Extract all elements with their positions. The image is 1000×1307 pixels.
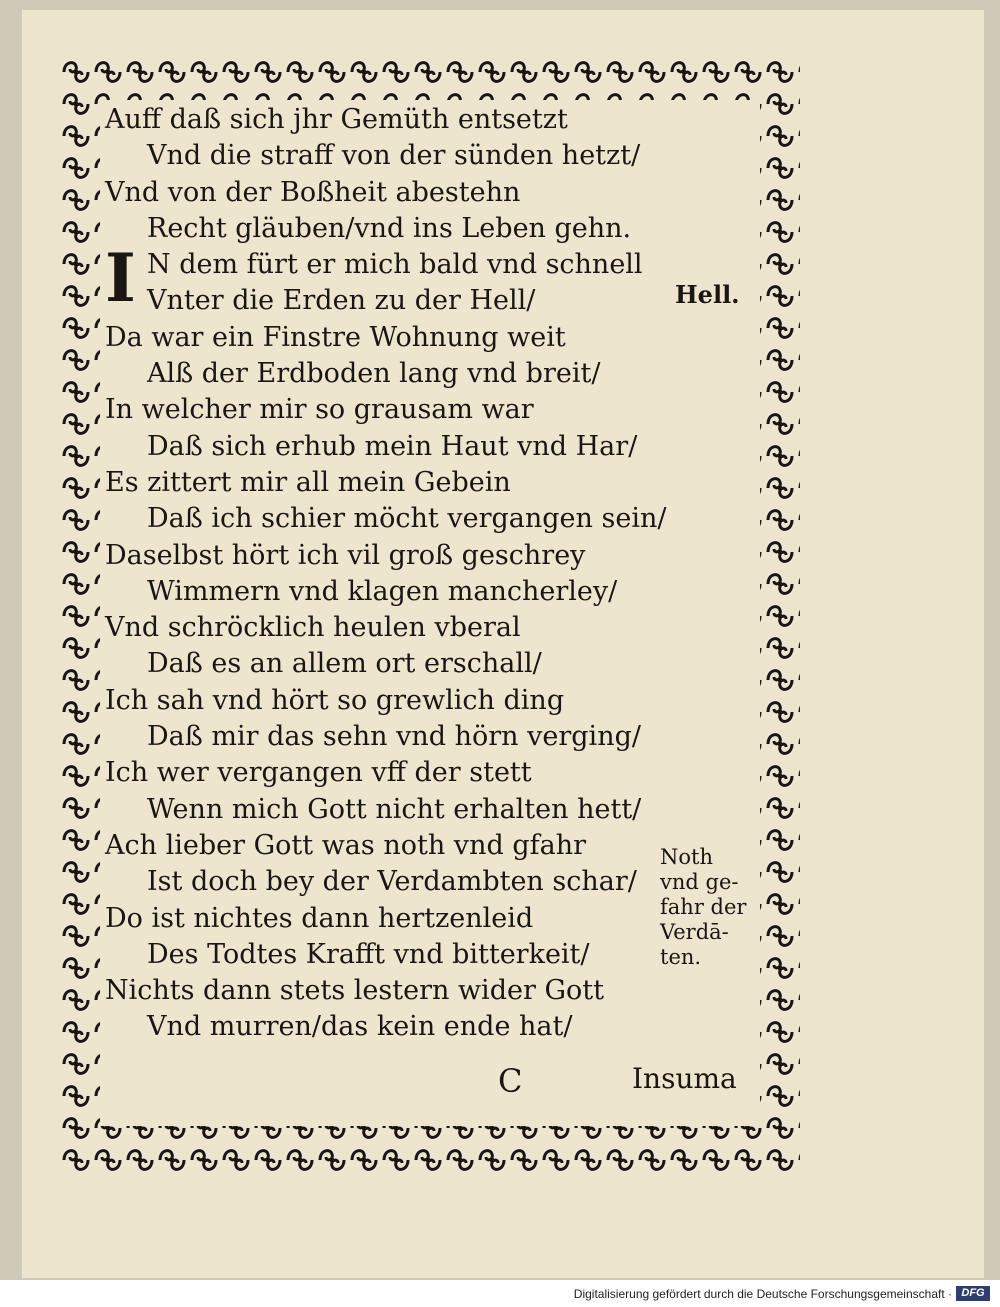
poem-line-text: Daß es an allem ort erschall/ xyxy=(147,648,542,680)
poem-line-text: Daselbst hört ich vil groß geschrey xyxy=(105,539,586,571)
poem-line xyxy=(105,937,665,973)
margin-note-line: ten. xyxy=(660,945,702,969)
margin-note-line: Noth xyxy=(660,845,713,869)
poem-line xyxy=(105,102,665,138)
poem-line xyxy=(105,792,665,828)
poem-line-text: Des Todtes Krafft vnd bitterkeit/ xyxy=(147,938,590,970)
poem-line xyxy=(105,356,665,392)
poem-line xyxy=(105,429,665,465)
poem-line-text: Vnd von der Boßheit abestehn xyxy=(105,176,521,208)
poem-line-text: Alß der Erdboden lang vnd breit/ xyxy=(147,358,601,390)
poem-line xyxy=(105,501,665,537)
poem-line-text: Vnd schröcklich heulen vberal xyxy=(105,612,521,644)
poem-line xyxy=(105,574,665,610)
poem-line xyxy=(105,719,665,755)
poem-line-text: Do ist nichtes dann hertzenleid xyxy=(105,902,534,934)
margin-note-noth xyxy=(660,845,770,970)
poem-line-text: Ach lieber Gott was noth vnd gfahr xyxy=(105,829,586,861)
poem-line-text: Ich wer vergangen vff der stett xyxy=(105,757,532,789)
poem-line xyxy=(105,138,665,174)
poem-line-text: Wimmern vnd klagen mancherley/ xyxy=(147,575,618,607)
margin-note-hell: Hell. xyxy=(675,280,740,309)
poem-line-text: Daß sich erhub mein Haut vnd Har/ xyxy=(147,430,638,462)
poem-line-text: Da war ein Finstre Wohnung weit xyxy=(105,321,566,353)
poem-line xyxy=(105,755,665,791)
poem-line-text: Ich sah vnd hört so grewlich ding xyxy=(105,684,565,716)
margin-note-line: fahr der xyxy=(660,895,747,919)
funding-credit: Digitalisierung gefördert durch die Deutsche Forschungsgemeinschaft · xyxy=(573,1287,952,1301)
margin-note-line: Verdā- xyxy=(660,920,729,944)
poem-line-text: Vnter die Erden zu der Hell/ xyxy=(147,285,536,317)
poem-line-text: In welcher mir so grausam war xyxy=(105,394,534,426)
poem-line-text: Es zittert mir all mein Gebein xyxy=(105,466,511,498)
poem-line xyxy=(105,283,665,319)
poem-text xyxy=(105,102,665,1046)
poem-line-text: Daß mir das sehn vnd hörn verging/ xyxy=(147,721,641,753)
poem-line-text: N dem fürt er mich bald vnd schnell xyxy=(147,249,643,281)
poem-line-text: Recht gläuben/vnd ins Leben gehn. xyxy=(147,212,632,244)
poem-line-text: Ist doch bey der Verdambten schar/ xyxy=(147,866,637,898)
poem-line-text: Wenn mich Gott nicht erhalten hett/ xyxy=(147,793,642,825)
margin-note-line: vnd ge- xyxy=(660,870,739,894)
catchword: Insuma xyxy=(632,1062,737,1095)
poem-line xyxy=(105,392,665,428)
poem-line xyxy=(105,901,665,937)
poem-line xyxy=(105,465,665,501)
poem-line xyxy=(105,538,665,574)
poem-line xyxy=(105,175,665,211)
poem-line xyxy=(105,646,665,682)
poem-line xyxy=(105,864,665,900)
drop-cap: I xyxy=(105,239,136,318)
poem-line-text: Vnd die straff von der sünden hetzt/ xyxy=(147,140,641,172)
poem-line xyxy=(105,320,665,356)
poem-line xyxy=(105,828,665,864)
poem-line xyxy=(105,973,665,1009)
signature-mark: C xyxy=(498,1062,523,1100)
poem-line-text: Auff daß sich jhr Gemüth entsetzt xyxy=(105,104,568,135)
poem-line xyxy=(105,1009,665,1045)
poem-line-text: Nichts dann stets lestern wider Gott xyxy=(105,975,604,1007)
dfg-logo: DFG xyxy=(956,1286,990,1301)
poem-line xyxy=(105,211,665,247)
poem-line-text: Daß ich schier möcht vergangen sein/ xyxy=(147,503,667,535)
poem-line-text: Vnd murren/das kein ende hat/ xyxy=(147,1011,573,1043)
poem-line xyxy=(105,610,665,646)
poem-line xyxy=(105,683,665,719)
